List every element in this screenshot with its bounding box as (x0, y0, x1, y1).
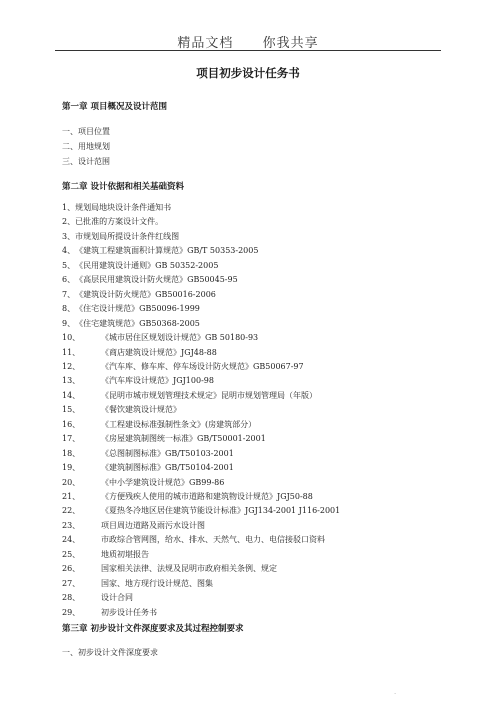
reference-list-item (62, 505, 340, 516)
header-text (55, 32, 441, 51)
list-text: 《住宅建筑规范》GB50368-2005 (75, 318, 200, 328)
reference-list-item (62, 231, 179, 242)
list-number: 23、 (62, 520, 81, 530)
chapter-2-heading: 第二章 设计依据和相关基础资料 (62, 182, 184, 192)
reference-list-item (62, 216, 163, 227)
list-number: 27、 (62, 578, 81, 588)
list-number: 3、 (62, 231, 76, 241)
list-number: 10、 (62, 333, 81, 342)
list-text: 地质初堪报告 (101, 549, 149, 559)
list-text: 《高层民用建筑设计防火规范》GB50045-95 (75, 275, 238, 285)
list-text: 《总图制图标准》GB/T50103-2001 (101, 448, 234, 458)
list-text: 《中小学建筑设计规范》GB99-86 (101, 477, 225, 487)
list-text: 《工程建设标准强制性条文》(房建筑部分） (101, 419, 257, 429)
list-text: 《方便残疾人使用的城市道路和建筑物设计规范》JGJ50-88 (101, 492, 313, 501)
chapter-3-item: 一、初步设计文件深度要求 (62, 648, 158, 657)
list-text: 《餐饮建筑设计规范》 (101, 405, 181, 415)
list-number: 29、 (62, 607, 81, 617)
list-text: 《昆明市城市规划管理技术规定》昆明市规划管理局（年版） (101, 390, 317, 400)
list-text: 《汽车库设计规范》JGJ100-98 (101, 376, 214, 386)
list-number: 11、 (62, 347, 81, 357)
reference-list-item (62, 303, 200, 314)
list-number: 2、 (62, 217, 76, 227)
list-number: 9、 (62, 318, 76, 328)
list-number: 6、 (62, 275, 76, 285)
list-number: 18、 (62, 448, 81, 458)
list-text: 《城市居住区规划设计规范》GB 50180-93 (101, 333, 259, 342)
list-number: 5、 (62, 260, 76, 270)
list-number: 1、 (62, 203, 76, 212)
list-number: 15、 (62, 405, 81, 415)
reference-list-item (62, 462, 234, 473)
reference-list-item (62, 592, 133, 603)
list-number: 13、 (62, 376, 81, 386)
chapter-1-item: 一、项目位置 (62, 127, 110, 136)
list-text: 《汽车库、修车库、停车场设计防火规范》GB50067-97 (101, 361, 304, 371)
reference-list-item (62, 332, 258, 343)
page-header (55, 0, 441, 51)
list-number: 7、 (62, 289, 76, 299)
list-text: 市规划局所提设计条件红线图 (75, 231, 180, 241)
footer-mark: . (394, 689, 396, 696)
reference-list-item (62, 361, 304, 372)
reference-list-item (62, 520, 205, 531)
reference-list-item (62, 534, 325, 545)
list-number: 25、 (62, 549, 81, 559)
list-number: 20、 (62, 477, 81, 487)
list-text: 《民用建筑设计通则》GB 50352-2005 (75, 260, 219, 270)
reference-list-item (62, 607, 157, 618)
reference-list-item (62, 390, 317, 401)
chapter-3-heading: 第三章 初步设计文件深度要求及其过程控制要求 (62, 624, 244, 634)
list-text: 国家、地方现行设计规范、图集 (101, 578, 213, 588)
list-number: 8、 (62, 304, 76, 314)
document-title: 项目初步设计任务书 (196, 66, 300, 80)
list-text: 《商店建筑设计规范》JGJ48-88 (101, 347, 217, 357)
reference-list-item (62, 202, 171, 213)
reference-list-item (62, 491, 313, 502)
list-text: 《建筑工程建筑面积计算规范》GB/T 50353-2005 (75, 246, 259, 256)
header-left: 精品文档 (177, 36, 234, 51)
list-text: 《建筑设计防火规范》GB50016-2006 (75, 289, 216, 299)
reference-list-item (62, 404, 181, 415)
list-number: 17、 (62, 434, 81, 444)
list-text: 初步设计任务书 (101, 607, 157, 617)
reference-list-item (62, 433, 266, 444)
list-text: 《夏热冬冷地区居住建筑节能设计标准》JGJ134-2001 J116-2001 (101, 506, 341, 516)
list-text: 《建筑制图标准》GB/T50104-2001 (101, 463, 234, 473)
reference-list-item (62, 477, 224, 488)
list-text: 已批准的方案设计文件。 (75, 217, 164, 227)
list-text: 《房屋建筑制图统一标准》GB/T50001-2001 (101, 434, 266, 444)
reference-list-item (62, 578, 213, 589)
chapter-1-heading: 第一章 项目概况及设计范围 (62, 102, 167, 112)
list-text: 设计合同 (101, 593, 133, 603)
list-text: 市政综合管网图，给水、排水、天然气、电力、电信接驳口资料 (101, 535, 325, 545)
list-text: 项目周边道路及雨污水设计图 (101, 520, 205, 530)
list-number: 16、 (62, 419, 81, 429)
reference-list-item (62, 419, 256, 430)
reference-list-item (62, 289, 216, 300)
list-text: 《住宅设计规范》GB50096-1999 (75, 304, 200, 314)
reference-list-item (62, 375, 214, 386)
list-number: 22、 (62, 506, 81, 516)
header-right: 你我共享 (262, 36, 319, 51)
list-number: 4、 (62, 246, 76, 256)
reference-list-item (62, 274, 238, 285)
list-number: 19、 (62, 463, 81, 473)
reference-list-item (62, 448, 234, 459)
chapter-1-item: 二、用地规划 (62, 142, 110, 151)
list-text: 规划局地块设计条件通知书 (75, 203, 172, 212)
list-number: 12、 (62, 361, 81, 371)
reference-list-item (62, 260, 218, 271)
reference-list-item (62, 318, 200, 329)
list-number: 14、 (62, 390, 81, 400)
list-number: 21、 (62, 492, 81, 501)
list-number: 26、 (62, 564, 81, 574)
reference-list-item (62, 549, 149, 560)
reference-list-item (62, 563, 277, 574)
list-text: 国家相关法律、法规及昆明市政府相关条例、规定 (101, 564, 277, 574)
list-number: 28、 (62, 593, 81, 603)
reference-list-item (62, 245, 258, 256)
chapter-1-item: 三、设计范围 (62, 157, 110, 166)
reference-list-item (62, 347, 217, 358)
list-number: 24、 (62, 535, 81, 545)
